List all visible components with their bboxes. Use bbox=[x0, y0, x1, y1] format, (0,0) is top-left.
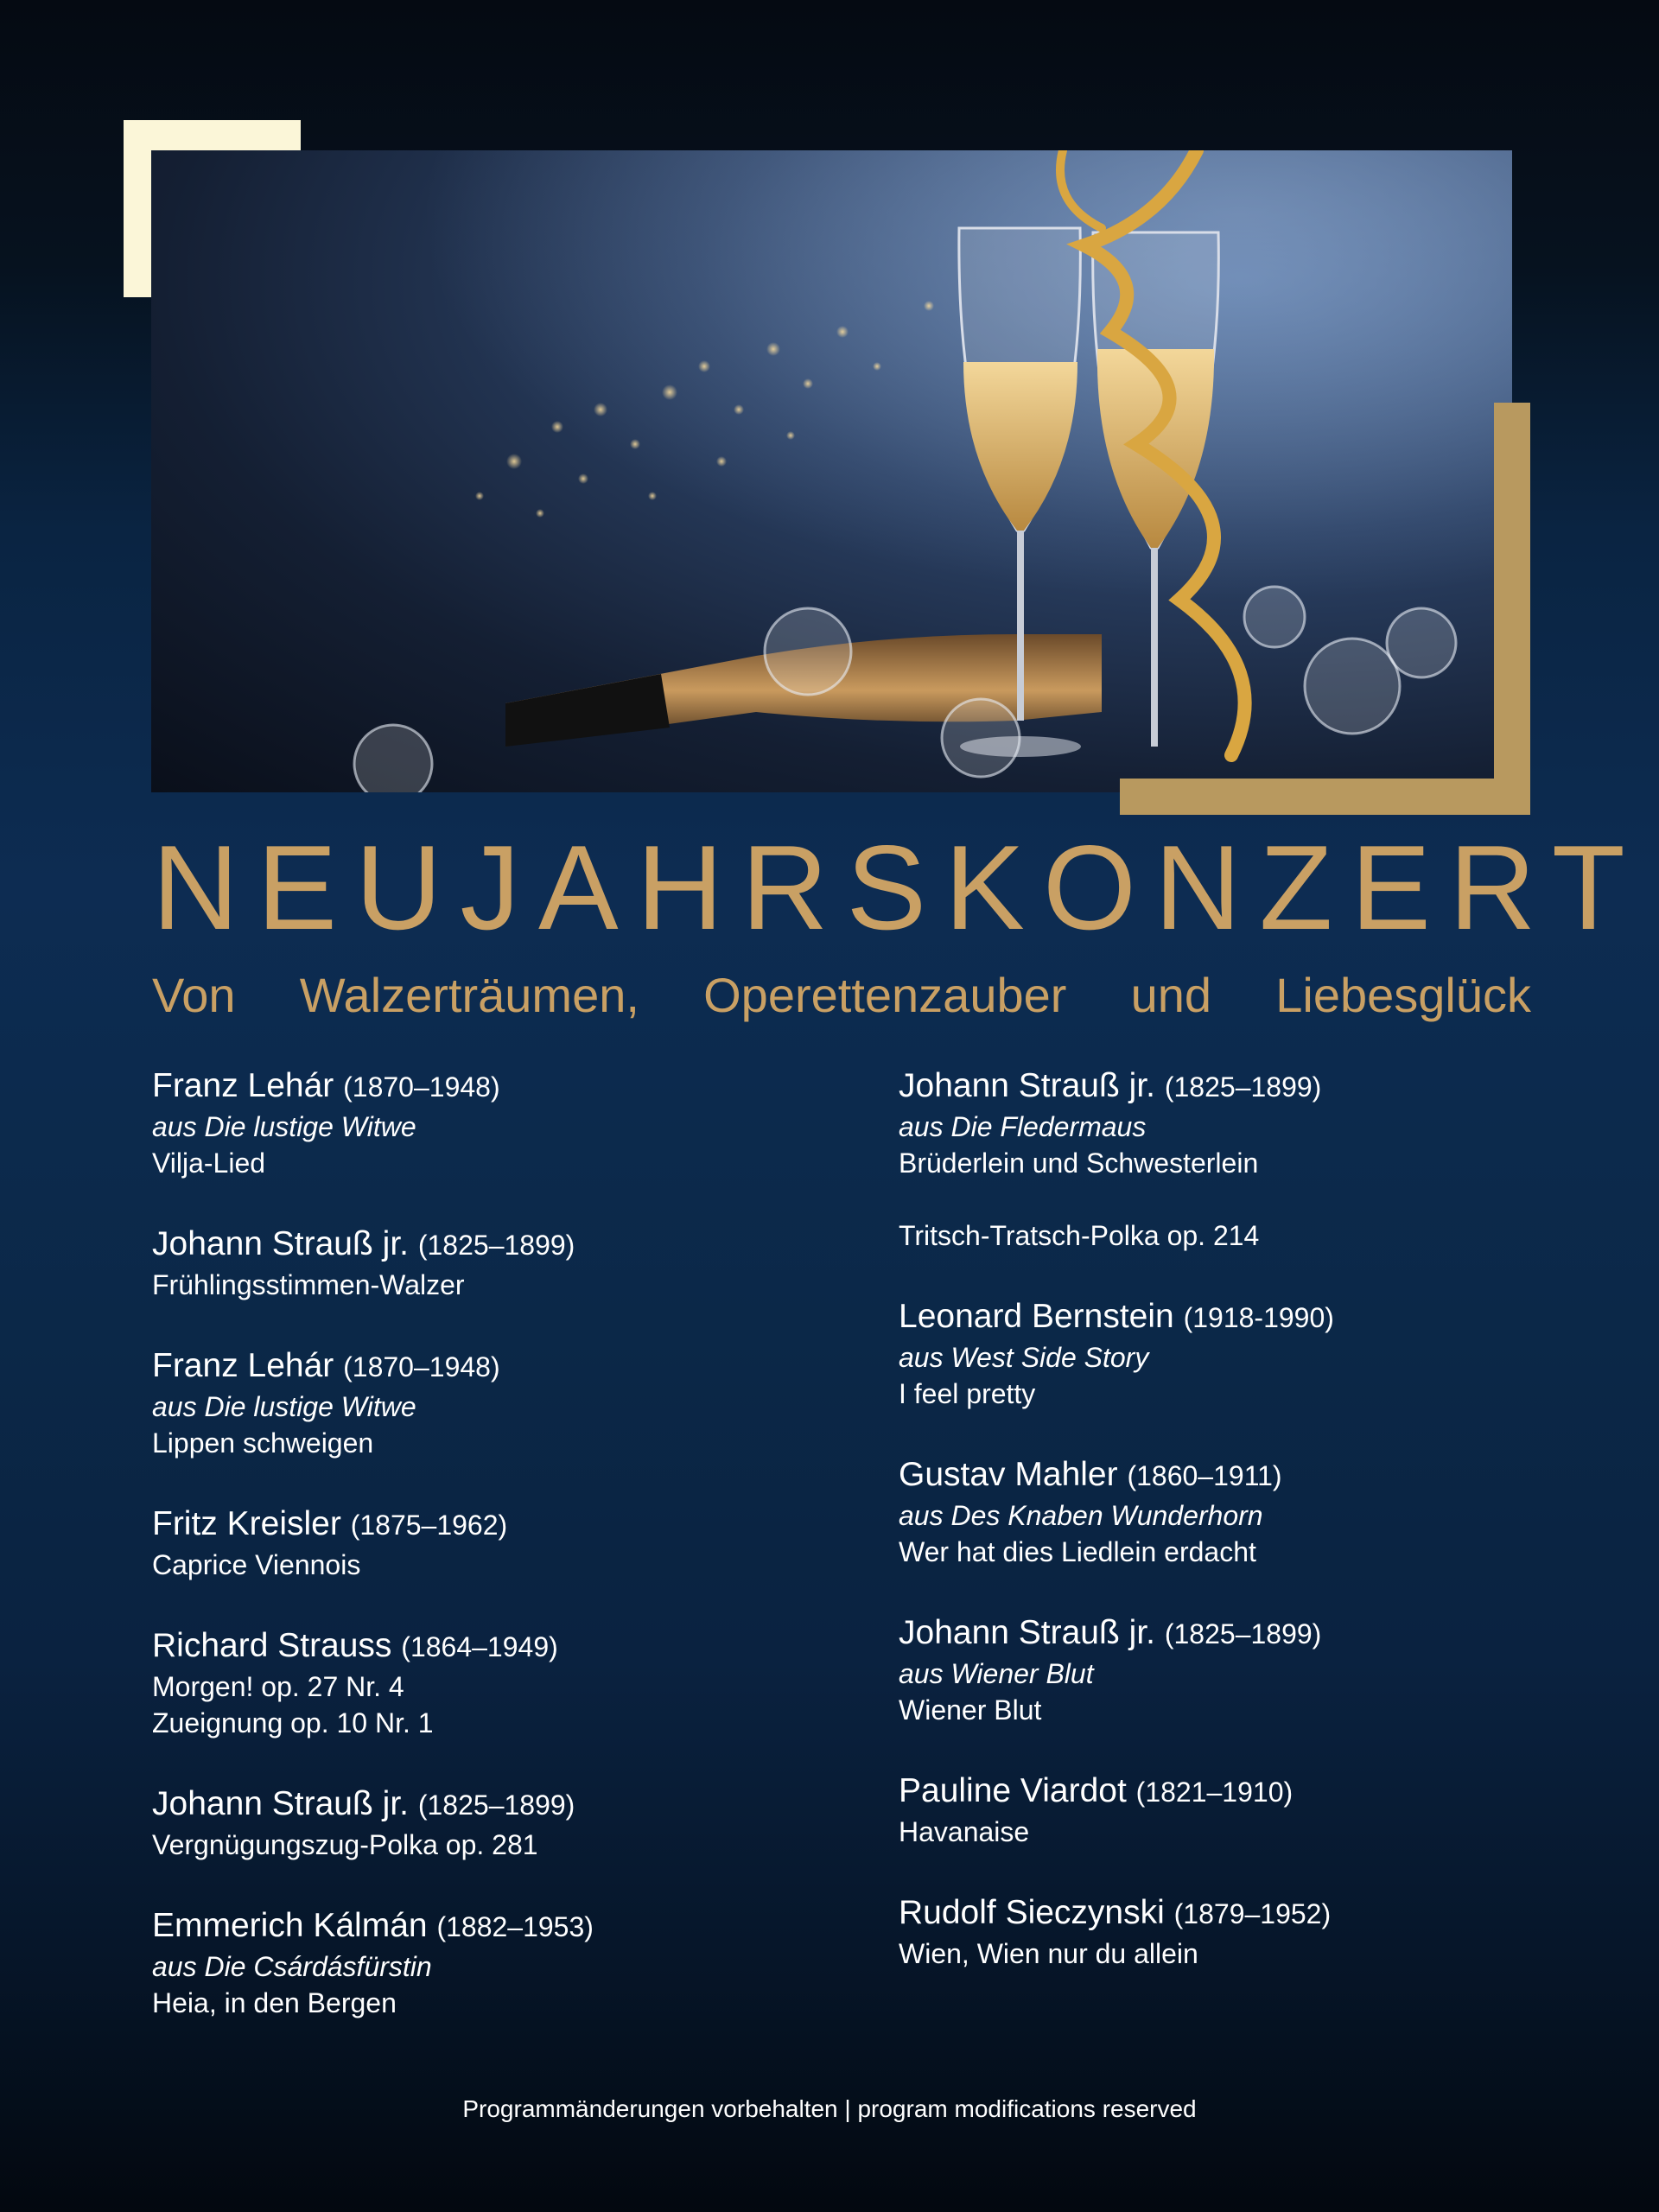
subtitle-word: und bbox=[1130, 968, 1212, 1022]
piece-title: Wien, Wien nur du allein bbox=[899, 1938, 1198, 1969]
corner-ornament-bottom-right bbox=[1120, 403, 1530, 815]
composer-name: Johann Strauß jr. bbox=[152, 1785, 409, 1822]
program-entry bbox=[152, 1783, 861, 1863]
piece-title: Tritsch-Tratsch-Polka op. 214 bbox=[899, 1220, 1260, 1251]
concert-subtitle bbox=[152, 968, 1531, 1022]
composer-name: Franz Lehár bbox=[152, 1347, 334, 1384]
work-source: aus Des Knaben Wunderhorn bbox=[899, 1500, 1263, 1531]
concert-title: NEUJAHRSKONZERT bbox=[152, 821, 1643, 955]
piece-title: I feel pretty bbox=[899, 1378, 1036, 1409]
composer-name: Johann Strauß jr. bbox=[152, 1225, 409, 1262]
footer-note: Programmänderungen vorbehalten | program modifications reserved bbox=[462, 2095, 1197, 2122]
composer-years: (1860–1911) bbox=[1127, 1460, 1282, 1491]
composer-years: (1825–1899) bbox=[417, 1789, 575, 1821]
program-entry bbox=[152, 1223, 861, 1303]
program-column-right bbox=[899, 1065, 1521, 2013]
composer-line bbox=[152, 1065, 861, 1109]
subtitle-word: Operettenzauber bbox=[703, 968, 1067, 1022]
work-source: aus Die lustige Witwe bbox=[152, 1111, 416, 1142]
composer-line bbox=[899, 1611, 1521, 1656]
composer-years: (1918-1990) bbox=[1183, 1302, 1334, 1333]
work-source: aus Wiener Blut bbox=[899, 1658, 1094, 1689]
work-source: aus Die Fledermaus bbox=[899, 1111, 1147, 1142]
composer-line bbox=[899, 1065, 1521, 1109]
composer-years: (1879–1952) bbox=[1173, 1898, 1332, 1929]
piece-title: Brüderlein und Schwesterlein bbox=[899, 1147, 1259, 1179]
subtitle-word: Liebesglück bbox=[1275, 968, 1531, 1022]
program-entry bbox=[152, 1624, 861, 1741]
piece-title: Havanaise bbox=[899, 1816, 1030, 1847]
piece-title: Wer hat dies Liedlein erdacht bbox=[899, 1536, 1256, 1567]
composer-name: Rudolf Sieczynski bbox=[899, 1894, 1165, 1931]
program-column-left bbox=[152, 1065, 861, 2063]
work-source: aus West Side Story bbox=[899, 1342, 1149, 1373]
subtitle-word: Walzerträumen, bbox=[299, 968, 639, 1022]
composer-line bbox=[152, 1344, 861, 1389]
composer-name: Fritz Kreisler bbox=[152, 1505, 341, 1542]
composer-years: (1821–1910) bbox=[1135, 1777, 1294, 1808]
piece-title: Wiener Blut bbox=[899, 1694, 1042, 1726]
composer-line bbox=[152, 1904, 861, 1948]
piece-title: Frühlingsstimmen-Walzer bbox=[152, 1269, 465, 1300]
program-entry bbox=[899, 1770, 1521, 1850]
composer-line bbox=[152, 1624, 861, 1669]
composer-line bbox=[899, 1891, 1521, 1936]
composer-name: Leonard Bernstein bbox=[899, 1298, 1174, 1335]
composer-years: (1875–1962) bbox=[350, 1510, 508, 1541]
composer-line bbox=[152, 1783, 861, 1827]
program-entry bbox=[899, 1295, 1521, 1412]
program-entry bbox=[899, 1065, 1521, 1254]
piece-title: Caprice Viennois bbox=[152, 1549, 361, 1580]
piece-title: Vilja-Lied bbox=[152, 1147, 266, 1179]
piece-title: Morgen! op. 27 Nr. 4 bbox=[152, 1671, 404, 1702]
composer-line bbox=[899, 1453, 1521, 1497]
program-entry bbox=[152, 1065, 861, 1181]
program-entry bbox=[152, 1344, 861, 1461]
program-entry bbox=[152, 1503, 861, 1583]
piece-title: Lippen schweigen bbox=[152, 1427, 374, 1459]
composer-years: (1825–1899) bbox=[1164, 1618, 1322, 1649]
composer-years: (1825–1899) bbox=[417, 1230, 575, 1261]
composer-name: Gustav Mahler bbox=[899, 1456, 1118, 1493]
piece-title: Heia, in den Bergen bbox=[152, 1987, 397, 2018]
program-entry bbox=[899, 1891, 1521, 1972]
piece-title bbox=[899, 1181, 1521, 1217]
composer-years: (1870–1948) bbox=[343, 1351, 500, 1382]
composer-years: (1864–1949) bbox=[401, 1631, 558, 1662]
composer-name: Franz Lehár bbox=[152, 1067, 334, 1104]
composer-years: (1870–1948) bbox=[343, 1071, 500, 1103]
composer-line bbox=[899, 1770, 1521, 1814]
composer-years: (1825–1899) bbox=[1164, 1071, 1322, 1103]
composer-name: Emmerich Kálmán bbox=[152, 1907, 428, 1944]
program-entry bbox=[899, 1611, 1521, 1728]
composer-years: (1882–1953) bbox=[436, 1911, 594, 1942]
piece-title: Zueignung op. 10 Nr. 1 bbox=[152, 1707, 434, 1738]
composer-line bbox=[152, 1223, 861, 1267]
work-source: aus Die Csárdásfürstin bbox=[152, 1951, 432, 1982]
composer-name: Richard Strauss bbox=[152, 1627, 392, 1664]
program-entry bbox=[152, 1904, 861, 2021]
composer-line bbox=[899, 1295, 1521, 1339]
composer-name: Johann Strauß jr. bbox=[899, 1614, 1155, 1651]
work-source: aus Die lustige Witwe bbox=[152, 1391, 416, 1422]
composer-name: Pauline Viardot bbox=[899, 1772, 1127, 1809]
subtitle-word: Von bbox=[152, 968, 236, 1022]
composer-line bbox=[152, 1503, 861, 1547]
composer-name: Johann Strauß jr. bbox=[899, 1067, 1155, 1104]
piece-title: Vergnügungszug-Polka op. 281 bbox=[152, 1829, 538, 1860]
program-entry bbox=[899, 1453, 1521, 1570]
